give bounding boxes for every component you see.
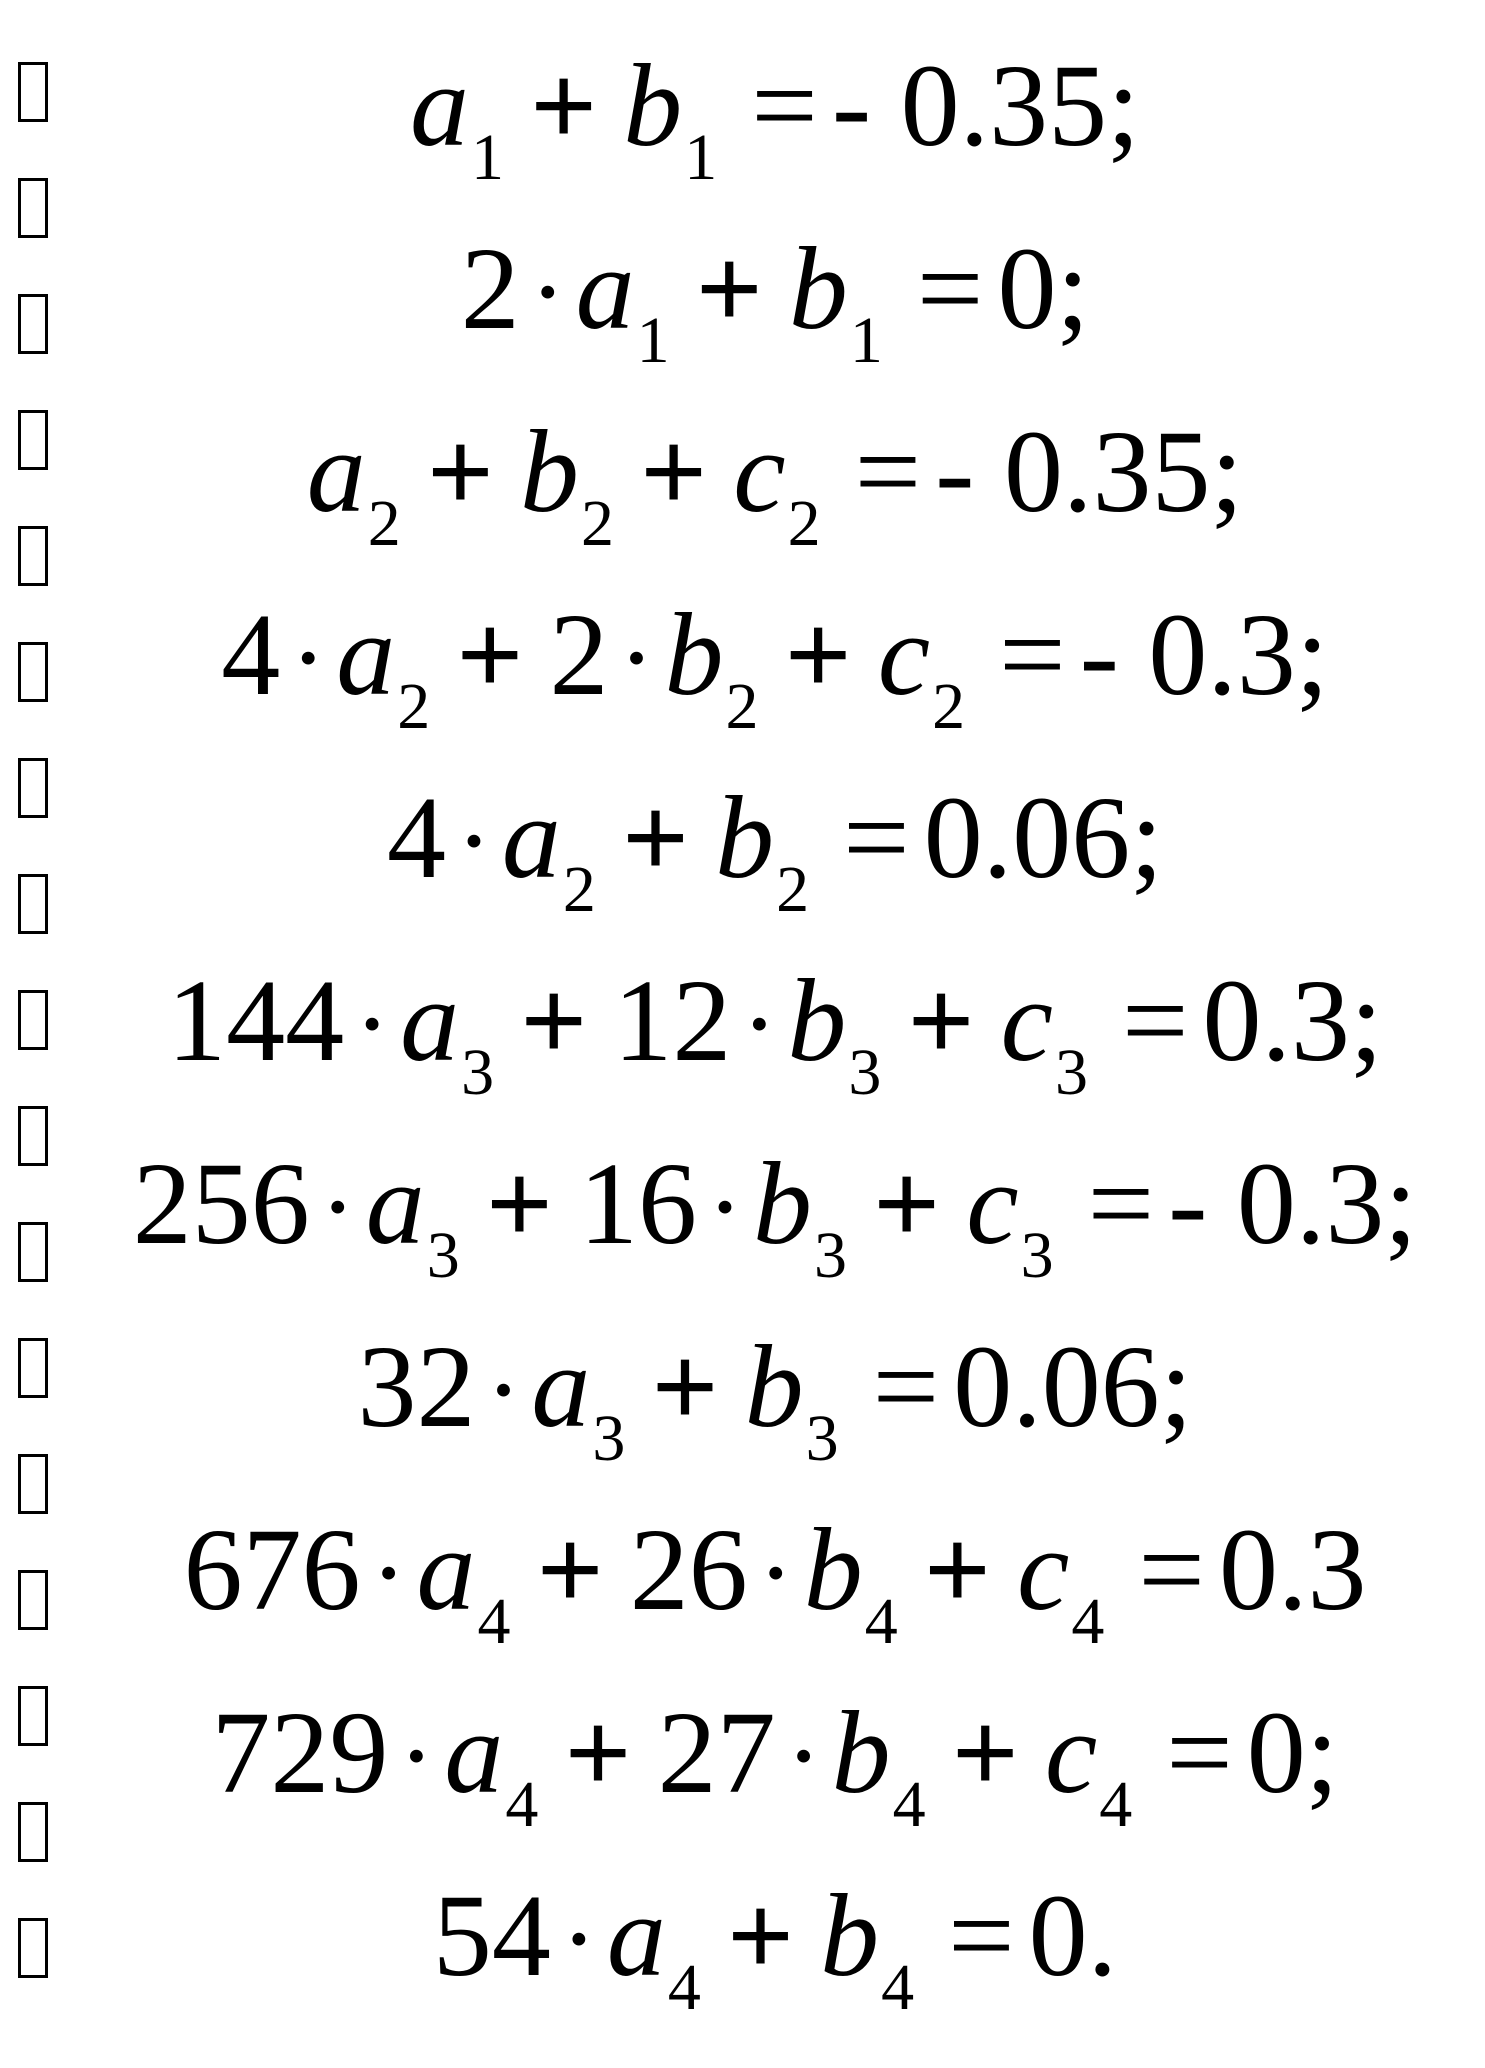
equation-variable: b [787, 955, 847, 1086]
equation-operator: + [695, 223, 763, 354]
brace-placeholder-glyph [18, 1106, 48, 1166]
equation-multiply-dot: · [785, 1697, 822, 1816]
brace-placeholder-glyph [18, 1570, 48, 1630]
equation-equals-sign: = [999, 589, 1066, 720]
equation-number: 4 [386, 772, 446, 903]
equation-operator: + [485, 1138, 553, 1269]
brace-placeholder-glyph [18, 1338, 48, 1398]
equation-number: 2 [460, 223, 520, 354]
equation-operator: + [726, 1870, 795, 2001]
equation-equals-sign: = [854, 406, 922, 537]
equation-multiply-dot: · [354, 965, 391, 1084]
equation-line [80, 758, 1470, 926]
equation-subscript: 4 [667, 1951, 701, 2024]
equation-subscript: 3 [426, 1219, 460, 1292]
equation-variable: a [606, 1870, 666, 2001]
equation-subscript: 4 [892, 1768, 926, 1841]
equation-number: 0.06; [953, 1321, 1193, 1452]
equation-variable: a [444, 1687, 504, 1818]
equation-variable: b [803, 1504, 863, 1635]
equation-variable: b [831, 1687, 891, 1818]
equation-multiply-dot: · [706, 1148, 743, 1267]
equation-subscript: 3 [592, 1402, 626, 1475]
equation-line [80, 26, 1470, 194]
equation-line [80, 1490, 1470, 1658]
equation-subscript: 4 [864, 1585, 898, 1658]
equation-number: 0. [1028, 1870, 1118, 2001]
equation-subscript: 4 [881, 1951, 915, 2024]
equation-variable: c [1017, 1504, 1070, 1635]
equation-line [80, 1856, 1470, 2024]
equation-operator: + [923, 1504, 991, 1635]
equation-subscript: 3 [813, 1219, 847, 1292]
equation-subscript: 4 [505, 1768, 539, 1841]
equation-subscript: 2 [932, 670, 966, 743]
equation-variable: c [966, 1138, 1019, 1269]
equation-multiply-dot: · [290, 599, 327, 718]
equation-equals-sign: = [1138, 1504, 1205, 1635]
equation-number: - 0.3; [1168, 1138, 1418, 1269]
equation-number: 27 [657, 1687, 776, 1818]
equation-number: 144 [167, 955, 345, 1086]
equation-subscript: 1 [471, 121, 505, 194]
equation-variable: b [519, 406, 579, 537]
equation-line [80, 209, 1470, 377]
equation-number: 0.3 [1218, 1504, 1367, 1635]
equation-multiply-dot: · [370, 1514, 407, 1633]
equation-number: - 0.35; [831, 40, 1140, 171]
equation-number: 729 [211, 1687, 389, 1818]
equation-variable: b [744, 1321, 804, 1452]
equation-variable: a [531, 1321, 591, 1452]
brace-placeholder-glyph [18, 1454, 48, 1514]
equation-variable: a [501, 772, 561, 903]
equation-operator: + [520, 955, 588, 1086]
equation-multiply-dot: · [455, 782, 492, 901]
equation-number: 256 [132, 1138, 310, 1269]
brace-placeholder-glyph [18, 294, 48, 354]
equation-variable: a [336, 589, 396, 720]
equation-variable: a [306, 406, 366, 537]
equation-subscript: 3 [1054, 1036, 1088, 1109]
brace-placeholder-glyph [18, 526, 48, 586]
equation-subscript: 3 [848, 1036, 882, 1109]
brace-placeholder-glyph [18, 410, 48, 470]
equation-variable: b [788, 223, 848, 354]
equation-variable: b [715, 772, 775, 903]
equation-variable: b [752, 1138, 812, 1269]
equation-multiply-dot: · [560, 1880, 597, 1999]
equation-line [80, 1124, 1470, 1292]
equation-number: 0.06; [923, 772, 1164, 903]
equation-operator: + [907, 955, 975, 1086]
equation-multiply-dot: · [757, 1514, 794, 1633]
equation-subscript: 2 [562, 853, 596, 926]
equation-subscript: 1 [849, 304, 883, 377]
equation-subscript: 2 [776, 853, 810, 926]
brace-placeholder-glyph [18, 1686, 48, 1746]
equation-variable: c [1000, 955, 1053, 1086]
equation-variable: b [820, 1870, 880, 2001]
equation-variable: a [400, 955, 460, 1086]
equation-line [80, 1307, 1470, 1475]
equation-operator: + [456, 589, 524, 720]
equation-multiply-dot: · [529, 233, 566, 352]
brace-placeholder-glyph [18, 758, 48, 818]
equation-operator: + [639, 406, 708, 537]
equation-equals-sign: = [751, 40, 818, 171]
equation-variable: a [416, 1504, 476, 1635]
equation-number: 16 [578, 1138, 697, 1269]
brace-placeholder-glyph [18, 1918, 48, 1978]
equation-subscript: 1 [636, 304, 670, 377]
brace-placeholder-glyph [18, 874, 48, 934]
equation-variable: c [877, 589, 931, 720]
equation-equals-sign: = [1087, 1138, 1155, 1269]
equation-subscript: 2 [787, 487, 821, 560]
equation-subscript: 4 [1099, 1768, 1133, 1841]
equation-variable: a [410, 40, 470, 171]
equation-subscript: 3 [805, 1402, 839, 1475]
equation-operator: + [536, 1504, 604, 1635]
equation-equals-sign: = [916, 223, 984, 354]
equation-variable: b [623, 40, 683, 171]
equation-number: 2 [549, 589, 609, 720]
equation-number: 0; [1246, 1687, 1339, 1818]
equation-equals-sign: = [843, 772, 910, 903]
equation-number: 4 [221, 589, 281, 720]
equation-subscript: 4 [1071, 1585, 1105, 1658]
equation-subscript: 2 [580, 487, 614, 560]
equation-operator: + [426, 406, 494, 537]
equation-number: 26 [629, 1504, 748, 1635]
equation-variable: b [664, 589, 724, 720]
equation-operator: + [951, 1687, 1019, 1818]
brace-placeholder-glyph [18, 642, 48, 702]
equation-multiply-dot: · [741, 965, 778, 1084]
equation-line [80, 941, 1470, 1109]
equation-multiply-dot: · [618, 599, 655, 718]
equation-operator: + [872, 1138, 941, 1269]
brace-placeholder-glyph [18, 990, 48, 1050]
brace-placeholder-glyph [18, 1802, 48, 1862]
equation-subscript: 1 [684, 121, 718, 194]
equation-line [80, 575, 1470, 743]
equation-number: 0; [997, 223, 1090, 354]
equation-multiply-dot: · [319, 1148, 356, 1267]
equation-equals-sign: = [948, 1870, 1015, 2001]
equation-number: - 0.3; [1079, 589, 1329, 720]
equation-line [80, 392, 1470, 560]
equation-variable: a [365, 1138, 425, 1269]
equation-variable: c [733, 406, 786, 537]
equation-subscript: 2 [397, 670, 431, 743]
equation-variable: c [1044, 1687, 1098, 1818]
equation-subscript: 2 [367, 487, 401, 560]
equation-line [80, 1673, 1470, 1841]
equation-number: 0.3; [1202, 955, 1383, 1086]
equation-number: - 0.35; [935, 406, 1244, 537]
equation-operator: + [651, 1321, 719, 1452]
system-brace [18, 62, 54, 2034]
equation-operator: + [530, 40, 598, 171]
equation-number: 12 [613, 955, 732, 1086]
equation-number: 676 [183, 1504, 361, 1635]
equation-multiply-dot: · [485, 1331, 522, 1450]
equation-subscript: 3 [1020, 1219, 1054, 1292]
equation-operator: + [564, 1687, 632, 1818]
equation-multiply-dot: · [398, 1697, 435, 1816]
brace-placeholder-glyph [18, 62, 48, 122]
equation-number: 54 [432, 1870, 551, 2001]
equation-variable: a [575, 223, 635, 354]
equation-equals-sign: = [1121, 955, 1189, 1086]
equation-operator: + [784, 589, 852, 720]
brace-placeholder-glyph [18, 1222, 48, 1282]
equation-subscript: 4 [477, 1585, 511, 1658]
equation-subscript: 3 [461, 1036, 495, 1109]
equation-subscript: 2 [725, 670, 759, 743]
equation-number: 32 [357, 1321, 476, 1452]
equation-equals-sign: = [1166, 1687, 1233, 1818]
brace-placeholder-glyph [18, 178, 48, 238]
equation-operator: + [621, 772, 690, 903]
equation-equals-sign: = [872, 1321, 940, 1452]
